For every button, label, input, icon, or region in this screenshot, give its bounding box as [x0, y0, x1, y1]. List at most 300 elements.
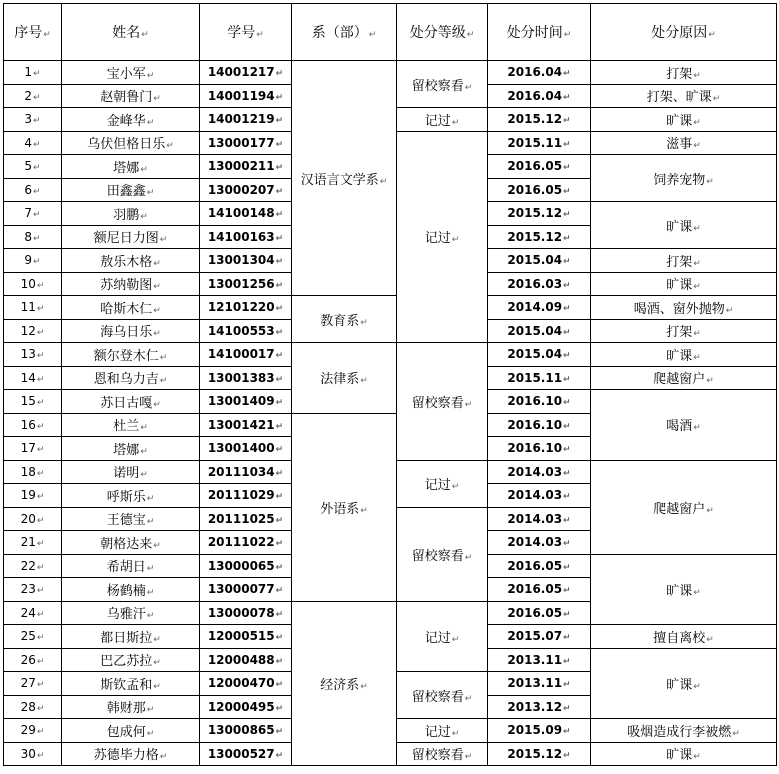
cell-reason-text: 旷课 — [666, 348, 693, 364]
cell-reason-text: 旷课 — [666, 583, 693, 599]
cell-seq: 4↵ — [4, 131, 62, 155]
cell-student-id: 12101220↵ — [200, 296, 292, 320]
cell-name-text: 金峰华 — [106, 113, 146, 129]
cell-level: 留校察看↵ — [397, 672, 488, 719]
cell-student-id-text: 14001217 — [207, 65, 275, 80]
cell-seq-text: 15 — [20, 394, 36, 409]
cell-seq: 26↵ — [4, 648, 62, 672]
cell-student-id-text: 13000065 — [207, 558, 275, 573]
cell-student-id-text: 12000515 — [207, 629, 275, 644]
cell-date: 2013.12↵ — [488, 695, 591, 719]
cell-date: 2014.09↵ — [488, 296, 591, 320]
cell-seq-text: 10 — [20, 276, 36, 291]
cell-level-text: 留校察看 — [411, 689, 464, 705]
cell-student-id-text: 12000488 — [207, 652, 275, 667]
cell-seq: 6↵ — [4, 178, 62, 202]
cell-seq-text: 16 — [20, 417, 36, 432]
cell-reason-text: 擅自离校 — [653, 630, 706, 646]
cell-date-text: 2014.03 — [507, 464, 563, 479]
cell-student-id: 12000470↵ — [200, 672, 292, 696]
cell-date-text: 2015.12 — [507, 112, 563, 127]
cell-seq: 23↵ — [4, 578, 62, 602]
cell-student-id: 12000488↵ — [200, 648, 292, 672]
cell-student-id-text: 12000495 — [207, 699, 275, 714]
cell-date: 2015.07↵ — [488, 625, 591, 649]
cell-name-text: 杨鹤楠 — [106, 583, 146, 599]
cell-seq-text: 4 — [24, 135, 33, 150]
cell-date: 2015.04↵ — [488, 319, 591, 343]
table-row — [4, 296, 777, 320]
cell-student-id: 12000495↵ — [200, 695, 292, 719]
cell-date-text: 2015.12 — [507, 746, 563, 761]
cell-date: 2015.04↵ — [488, 249, 591, 273]
cell-seq-text: 21 — [20, 535, 36, 550]
cell-seq: 11↵ — [4, 296, 62, 320]
cell-seq-text: 22 — [20, 558, 36, 573]
cell-date: 2015.12↵ — [488, 742, 591, 766]
header-seq: 序号↵ — [4, 4, 62, 61]
cell-seq-text: 6 — [24, 182, 33, 197]
cell-department-text: 教育系 — [320, 313, 360, 329]
cell-student-id-text: 13000211 — [207, 159, 275, 174]
cell-name-text: 敖乐木格 — [100, 254, 153, 270]
cell-student-id: 14001194↵ — [200, 84, 292, 108]
cell-date-text: 2015.04 — [507, 253, 563, 268]
cell-name: 韩财那↵ — [62, 695, 200, 719]
header-department: 系（部）↵ — [292, 4, 397, 61]
cell-name-text: 海乌日乐 — [100, 325, 153, 341]
cell-seq: 22↵ — [4, 554, 62, 578]
cell-name: 苏纳勒图↵ — [62, 272, 200, 296]
cell-reason: 旷课↵ — [591, 648, 777, 719]
cell-student-id-text: 13000177 — [207, 135, 275, 150]
cell-seq: 8↵ — [4, 225, 62, 249]
cell-seq-text: 3 — [24, 112, 33, 127]
cell-name: 苏德毕力格↵ — [62, 742, 200, 766]
cell-name: 额尼日力图↵ — [62, 225, 200, 249]
cell-reason-text: 吸烟造成行李被燃 — [627, 724, 732, 740]
cell-seq-text: 20 — [20, 511, 36, 526]
cell-name: 都日斯拉↵ — [62, 625, 200, 649]
cell-name: 希胡日↵ — [62, 554, 200, 578]
discipline-table — [3, 3, 777, 766]
cell-seq: 2↵ — [4, 84, 62, 108]
cell-reason-text: 打架 — [666, 325, 693, 341]
cell-date: 2013.11↵ — [488, 672, 591, 696]
cell-name-text: 额尔登木仁 — [93, 348, 159, 364]
cell-seq-text: 8 — [24, 229, 33, 244]
cell-name-text: 乌雅汗 — [106, 607, 146, 623]
cell-seq-text: 13 — [20, 347, 36, 362]
table-body — [4, 61, 777, 766]
cell-name: 塔娜↵ — [62, 437, 200, 461]
cell-name: 海乌日乐↵ — [62, 319, 200, 343]
cell-seq-text: 5 — [24, 159, 33, 174]
cell-date-text: 2015.04 — [507, 347, 563, 362]
cell-student-id-text: 13001256 — [207, 276, 275, 291]
cell-student-id: 13001400↵ — [200, 437, 292, 461]
cell-date-text: 2016.05 — [507, 582, 563, 597]
cell-seq: 18↵ — [4, 460, 62, 484]
cell-department-text: 外语系 — [320, 501, 360, 517]
cell-name: 巴乙苏拉↵ — [62, 648, 200, 672]
cell-student-id: 13000527↵ — [200, 742, 292, 766]
cell-seq-text: 7 — [24, 206, 33, 221]
cell-date: 2015.11↵ — [488, 366, 591, 390]
cell-seq: 1↵ — [4, 61, 62, 85]
cell-reason-text: 旷课 — [666, 278, 693, 294]
cell-date: 2016.05↵ — [488, 578, 591, 602]
cell-name-text: 都日斯拉 — [100, 630, 153, 646]
cell-name: 敖乐木格↵ — [62, 249, 200, 273]
cell-name-text: 巴乙苏拉 — [100, 654, 153, 670]
cell-date-text: 2016.03 — [507, 276, 563, 291]
cell-date-text: 2016.05 — [507, 182, 563, 197]
cell-name-text: 王德宝 — [106, 513, 146, 529]
header-date: 处分时间↵ — [488, 4, 591, 61]
cell-student-id: 13000077↵ — [200, 578, 292, 602]
cell-level-text: 记过 — [424, 113, 451, 129]
cell-department: 经济系↵ — [292, 601, 397, 766]
cell-student-id: 13000065↵ — [200, 554, 292, 578]
cell-date-text: 2015.09 — [507, 723, 563, 738]
cell-name: 乌雅汗↵ — [62, 601, 200, 625]
cell-name: 哈斯木仁↵ — [62, 296, 200, 320]
cell-seq-text: 17 — [20, 441, 36, 456]
cell-seq: 9↵ — [4, 249, 62, 273]
cell-seq: 12↵ — [4, 319, 62, 343]
cell-reason-text: 喝酒、窗外抛物 — [633, 301, 725, 317]
cell-student-id: 13000865↵ — [200, 719, 292, 743]
cell-date-text: 2015.11 — [507, 370, 563, 385]
cell-name: 呼斯乐↵ — [62, 484, 200, 508]
cell-seq: 28↵ — [4, 695, 62, 719]
cell-reason-text: 打架、旷课 — [646, 90, 712, 106]
cell-date: 2016.10↵ — [488, 413, 591, 437]
cell-seq: 16↵ — [4, 413, 62, 437]
cell-student-id-text: 14100163 — [207, 229, 275, 244]
cell-department-text: 汉语言文学系 — [300, 172, 379, 188]
cell-date-text: 2016.10 — [507, 394, 563, 409]
cell-student-id: 14100553↵ — [200, 319, 292, 343]
cell-reason: 旷课↵ — [591, 343, 777, 367]
cell-seq-text: 9 — [24, 253, 33, 268]
cell-date: 2015.11↵ — [488, 131, 591, 155]
cell-student-id: 12000515↵ — [200, 625, 292, 649]
cell-date-text: 2015.07 — [507, 629, 563, 644]
cell-reason: 饲养宠物↵ — [591, 155, 777, 202]
cell-level-text: 留校察看 — [411, 395, 464, 411]
cell-date-text: 2016.05 — [507, 605, 563, 620]
cell-student-id-text: 14001219 — [207, 112, 275, 127]
cell-student-id-text: 13001400 — [207, 441, 275, 456]
cell-name-text: 苏德毕力格 — [93, 748, 159, 764]
cell-level: 留校察看↵ — [397, 742, 488, 766]
cell-student-id: 20111034↵ — [200, 460, 292, 484]
cell-reason-text: 打架 — [666, 254, 693, 270]
cell-name-text: 苏日古嘎 — [100, 395, 153, 411]
cell-reason: 旷课↵ — [591, 108, 777, 132]
cell-student-id: 13000078↵ — [200, 601, 292, 625]
cell-name-text: 赵朝鲁门 — [100, 90, 153, 106]
cell-department: 法律系↵ — [292, 343, 397, 414]
cell-reason-text: 饲养宠物 — [653, 172, 706, 188]
cell-date-text: 2013.11 — [507, 676, 563, 691]
cell-level-text: 留校察看 — [411, 78, 464, 94]
cell-name: 塔娜↵ — [62, 155, 200, 179]
cell-reason-text: 喝酒 — [666, 419, 693, 435]
cell-date-text: 2016.05 — [507, 558, 563, 573]
cell-reason: 打架↵ — [591, 61, 777, 85]
cell-reason-text: 爬越窗户 — [653, 372, 706, 388]
cell-name-text: 希胡日 — [106, 560, 146, 576]
cell-name: 宝小军↵ — [62, 61, 200, 85]
cell-name: 田鑫鑫↵ — [62, 178, 200, 202]
cell-student-id: 13000177↵ — [200, 131, 292, 155]
cell-seq-text: 18 — [20, 464, 36, 479]
cell-level: 留校察看↵ — [397, 61, 488, 108]
cell-name-text: 额尼日力图 — [93, 231, 159, 247]
cell-student-id: 14100017↵ — [200, 343, 292, 367]
cell-seq-text: 30 — [20, 746, 36, 761]
cell-name: 杜兰↵ — [62, 413, 200, 437]
cell-student-id-text: 14100017 — [207, 347, 275, 362]
cell-reason: 旷课↵ — [591, 202, 777, 249]
cell-student-id: 14100148↵ — [200, 202, 292, 226]
cell-seq: 5↵ — [4, 155, 62, 179]
cell-student-id-text: 14100553 — [207, 323, 275, 338]
cell-seq-text: 23 — [20, 582, 36, 597]
cell-reason-text: 爬越窗户 — [653, 501, 706, 517]
cell-name-text: 斯钦孟和 — [100, 677, 153, 693]
cell-department-text: 经济系 — [320, 677, 360, 693]
cell-date: 2013.11↵ — [488, 648, 591, 672]
cell-date: 2014.03↵ — [488, 531, 591, 555]
cell-date: 2016.10↵ — [488, 437, 591, 461]
cell-seq: 30↵ — [4, 742, 62, 766]
cell-student-id-text: 14100148 — [207, 206, 275, 221]
cell-reason-text: 旷课 — [666, 113, 693, 129]
cell-reason-text: 打架 — [666, 66, 693, 82]
cell-seq-text: 2 — [24, 88, 33, 103]
cell-date-text: 2013.12 — [507, 699, 563, 714]
cell-date-text: 2014.03 — [507, 535, 563, 550]
cell-reason-text: 旷课 — [666, 677, 693, 693]
cell-student-id-text: 20111034 — [207, 464, 275, 479]
cell-student-id-text: 20111029 — [207, 488, 275, 503]
cell-date-text: 2016.10 — [507, 417, 563, 432]
cell-name: 金峰华↵ — [62, 108, 200, 132]
cell-student-id: 13001256↵ — [200, 272, 292, 296]
cell-date: 2015.12↵ — [488, 202, 591, 226]
cell-name-text: 羽鹏 — [113, 207, 140, 223]
cell-level: 记过↵ — [397, 601, 488, 672]
cell-date-text: 2015.12 — [507, 229, 563, 244]
cell-seq: 24↵ — [4, 601, 62, 625]
cell-name-text: 塔娜 — [113, 160, 140, 176]
cell-student-id: 14001219↵ — [200, 108, 292, 132]
cell-reason: 旷课↵ — [591, 554, 777, 625]
cell-level-text: 留校察看 — [411, 748, 464, 764]
cell-level: 记过↵ — [397, 131, 488, 343]
cell-level-text: 记过 — [424, 231, 451, 247]
cell-seq-text: 11 — [20, 300, 36, 315]
cell-seq: 13↵ — [4, 343, 62, 367]
cell-level: 记过↵ — [397, 719, 488, 743]
cell-reason: 爬越窗户↵ — [591, 366, 777, 390]
cell-level: 记过↵ — [397, 108, 488, 132]
cell-student-id-text: 12000470 — [207, 676, 275, 691]
cell-student-id-text: 13000865 — [207, 723, 275, 738]
cell-date-text: 2014.03 — [507, 488, 563, 503]
cell-student-id: 13001421↵ — [200, 413, 292, 437]
cell-student-id: 13001409↵ — [200, 390, 292, 414]
cell-seq-text: 29 — [20, 723, 36, 738]
cell-date-text: 2015.12 — [507, 206, 563, 221]
cell-date-text: 2016.10 — [507, 441, 563, 456]
cell-student-id-text: 20111025 — [207, 511, 275, 526]
cell-student-id-text: 20111022 — [207, 535, 275, 550]
cell-reason: 擅自离校↵ — [591, 625, 777, 649]
cell-date-text: 2014.03 — [507, 511, 563, 526]
cell-seq: 21↵ — [4, 531, 62, 555]
cell-student-id-text: 13001409 — [207, 394, 275, 409]
cell-seq: 3↵ — [4, 108, 62, 132]
cell-level-text: 记过 — [424, 478, 451, 493]
cell-reason: 滋事↵ — [591, 131, 777, 155]
cell-date: 2016.10↵ — [488, 390, 591, 414]
cell-student-id-text: 13001304 — [207, 253, 275, 268]
cell-department: 教育系↵ — [292, 296, 397, 343]
cell-seq: 25↵ — [4, 625, 62, 649]
header-reason: 处分原因↵ — [591, 4, 777, 61]
cell-student-id: 13001304↵ — [200, 249, 292, 273]
cell-level-text: 记过 — [424, 724, 451, 740]
cell-reason: 爬越窗户↵ — [591, 460, 777, 554]
cell-seq: 20↵ — [4, 507, 62, 531]
cell-name-text: 杜兰 — [113, 419, 140, 435]
cell-date: 2016.05↵ — [488, 155, 591, 179]
cell-name-text: 苏纳勒图 — [100, 278, 153, 294]
cell-date: 2016.04↵ — [488, 61, 591, 85]
cell-reason-text: 旷课 — [666, 748, 693, 764]
cell-seq: 17↵ — [4, 437, 62, 461]
cell-date: 2014.03↵ — [488, 460, 591, 484]
cell-student-id-text: 14001194 — [207, 88, 275, 103]
header-name: 姓名↵ — [62, 4, 200, 61]
cell-seq: 7↵ — [4, 202, 62, 226]
cell-name: 赵朝鲁门↵ — [62, 84, 200, 108]
table-row — [4, 343, 777, 367]
cell-name-text: 哈斯木仁 — [100, 301, 153, 317]
cell-level: 留校察看↵ — [397, 343, 488, 461]
cell-reason: 打架、旷课↵ — [591, 84, 777, 108]
cell-date: 2016.05↵ — [488, 554, 591, 578]
cell-date-text: 2016.04 — [507, 88, 563, 103]
cell-name-text: 韩财那 — [106, 701, 146, 717]
cell-student-id: 13000207↵ — [200, 178, 292, 202]
cell-name: 王德宝↵ — [62, 507, 200, 531]
cell-name: 羽鹏↵ — [62, 202, 200, 226]
cell-date: 2016.04↵ — [488, 84, 591, 108]
cell-seq-text: 19 — [20, 488, 36, 503]
cell-seq-text: 1 — [24, 65, 33, 80]
cell-seq-text: 14 — [20, 370, 36, 385]
cell-name: 苏日古嘎↵ — [62, 390, 200, 414]
cell-department-text: 法律系 — [320, 372, 360, 388]
cell-seq: 14↵ — [4, 366, 62, 390]
cell-name-text: 宝小军 — [106, 66, 146, 82]
cell-reason: 旷课↵ — [591, 272, 777, 296]
header-student-id: 学号↵ — [200, 4, 292, 61]
cell-date-text: 2015.11 — [507, 135, 563, 150]
cell-date: 2015.12↵ — [488, 225, 591, 249]
cell-date-text: 2013.11 — [507, 652, 563, 667]
table-row — [4, 61, 777, 85]
cell-name-text: 田鑫鑫 — [106, 184, 146, 200]
cell-seq-text: 25 — [20, 629, 36, 644]
cell-date: 2014.03↵ — [488, 484, 591, 508]
cell-name: 包成何↵ — [62, 719, 200, 743]
cell-student-id: 14100163↵ — [200, 225, 292, 249]
cell-name: 乌伏但格日乐↵ — [62, 131, 200, 155]
cell-department: 外语系↵ — [292, 413, 397, 601]
cell-student-id-text: 13001383 — [207, 370, 275, 385]
cell-date-text: 2014.09 — [507, 300, 563, 315]
cell-student-id: 20111025↵ — [200, 507, 292, 531]
cell-student-id-text: 13001421 — [207, 417, 275, 432]
cell-seq: 19↵ — [4, 484, 62, 508]
cell-reason: 旷课↵ — [591, 742, 777, 766]
cell-name: 杨鹤楠↵ — [62, 578, 200, 602]
cell-name-text: 乌伏但格日乐 — [87, 137, 166, 153]
cell-name-text: 朝格达来 — [100, 536, 153, 552]
cell-name-text: 呼斯乐 — [106, 489, 146, 505]
cell-seq: 10↵ — [4, 272, 62, 296]
cell-seq: 15↵ — [4, 390, 62, 414]
cell-student-id-text: 12101220 — [207, 300, 275, 315]
cell-level: 记过↵ — [397, 460, 488, 507]
cell-date-text: 2015.04 — [507, 323, 563, 338]
header-row — [4, 4, 777, 61]
cell-reason-text: 滋事 — [666, 137, 693, 153]
cell-seq-text: 27 — [20, 676, 36, 691]
cell-level-text: 留校察看 — [411, 548, 464, 564]
cell-reason: 吸烟造成行李被燃↵ — [591, 719, 777, 743]
cell-name: 朝格达来↵ — [62, 531, 200, 555]
cell-name-text: 恩和乌力吉 — [93, 372, 159, 388]
cell-student-id: 13001383↵ — [200, 366, 292, 390]
cell-student-id: 13000211↵ — [200, 155, 292, 179]
cell-reason: 打架↵ — [591, 249, 777, 273]
cell-date: 2015.12↵ — [488, 108, 591, 132]
cell-name: 斯钦孟和↵ — [62, 672, 200, 696]
cell-name-text: 诺明 — [113, 466, 140, 482]
cell-department: 汉语言文学系↵ — [292, 61, 397, 296]
cell-name: 额尔登木仁↵ — [62, 343, 200, 367]
cell-name: 恩和乌力吉↵ — [62, 366, 200, 390]
cell-student-id: 20111029↵ — [200, 484, 292, 508]
cell-date: 2014.03↵ — [488, 507, 591, 531]
cell-name-text: 包成何 — [106, 724, 146, 740]
cell-reason: 喝酒、窗外抛物↵ — [591, 296, 777, 320]
cell-student-id-text: 13000527 — [207, 746, 275, 761]
cell-level: 留校察看↵ — [397, 507, 488, 601]
cell-date: 2016.05↵ — [488, 601, 591, 625]
cell-seq-text: 24 — [20, 605, 36, 620]
cell-name-text: 塔娜 — [113, 442, 140, 458]
cell-student-id-text: 13000207 — [207, 182, 275, 197]
